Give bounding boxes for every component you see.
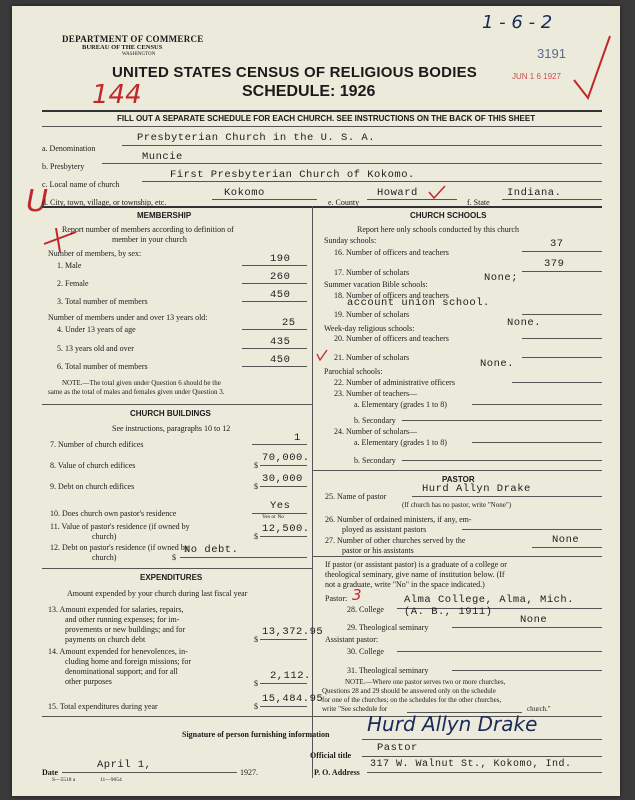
pastor-header: PASTOR	[442, 475, 475, 484]
po-address-label: P. O. Address	[314, 768, 360, 777]
form-title: UNITED STATES CENSUS OF RELIGIOUS BODIES	[112, 64, 477, 81]
q5-label: 5. 13 years old and over	[57, 344, 134, 353]
weekday-value: None.	[507, 317, 542, 329]
q4-value: 25	[282, 317, 296, 329]
q1-value: 190	[270, 253, 291, 265]
dollar-sign: $	[254, 482, 258, 491]
graduate-note-2: theological seminary, give name of institution below. (If	[325, 570, 505, 579]
q1-label: 1. Male	[57, 261, 82, 270]
po-address-value: 317 W. Walnut St., Kokomo, Ind.	[370, 759, 572, 770]
denomination-value: Presbyterian Church in the U. S. A.	[137, 132, 376, 144]
state-label: f. State	[467, 198, 490, 207]
summer-value: None;	[484, 272, 519, 284]
county-label: e. County	[328, 198, 360, 207]
q14-label-3: denominational support; and for all	[65, 667, 178, 676]
red-handwritten-three: 3	[352, 586, 362, 604]
schedule-number: 3191	[537, 46, 566, 61]
church-name-value: First Presbyterian Church of Kokomo.	[170, 169, 415, 181]
q17-value: 379	[544, 258, 565, 270]
q27-value: None	[552, 534, 580, 546]
q25-value: Hurd Allyn Drake	[422, 483, 531, 495]
q14-label-4: other purposes	[65, 677, 112, 686]
q14-label-2: cluding home and foreign missions; for	[65, 657, 191, 666]
q30-label: 30. College	[347, 647, 384, 656]
q8-label: 8. Value of church edifices	[50, 461, 136, 470]
date-year: 1927.	[240, 768, 258, 777]
q13-label-4: payments on church debt	[65, 635, 146, 644]
q29-value: None	[520, 614, 548, 626]
q16-label: 16. Number of officers and teachers	[334, 248, 449, 257]
membership-note-1: NOTE.—The total given under Question 6 should be the	[62, 379, 221, 387]
q28-value-2: (A. B., 1911)	[404, 606, 493, 618]
dollar-sign: $	[254, 532, 258, 541]
q11-label-1: 11. Value of pastor's residence (if owned by	[50, 522, 190, 531]
red-tick-q21	[315, 348, 329, 362]
q14-value: 2,112.	[270, 670, 311, 682]
summer-label: Summer vacation Bible schools:	[324, 280, 428, 289]
sex-label: Number of members, by sex:	[48, 249, 142, 258]
q12-label-1: 12. Debt on pastor's residence (if owned by	[50, 543, 189, 552]
presbytery-label: b. Presbytery	[42, 162, 85, 171]
q15-label: 15. Total expenditures during year	[48, 702, 158, 711]
q22-label: 22. Number of administrative officers	[334, 378, 455, 387]
city-label: d. City, town, village, or township, etc.	[42, 198, 167, 207]
q7-label: 7. Number of church edifices	[50, 440, 144, 449]
q16-value: 37	[550, 238, 564, 250]
dollar-sign: $	[172, 553, 176, 562]
graduate-note-3: not a graduate, write "No" in the space indicated.)	[325, 580, 485, 589]
q14-label-1: 14. Amount expended for benevolences, in-	[48, 647, 188, 656]
city-value: Kokomo	[224, 187, 265, 199]
signature-value: Hurd Allyn Drake	[367, 712, 538, 736]
schools-header: CHURCH SCHOOLS	[410, 211, 487, 220]
q13-label-2: and other running expenses; for im-	[65, 615, 180, 624]
q24a-label: a. Elementary (grades 1 to 8)	[354, 438, 447, 447]
graduate-note-1: If pastor (or assistant pastor) is a graduate of a college or	[325, 560, 507, 569]
q10-value: Yes	[270, 500, 291, 512]
form-number-2: 11—9054	[100, 777, 122, 783]
pastor-note-4: write "See schedule for	[322, 705, 388, 713]
q26-label-1: 26. Number of ordained ministers, if any, em-	[325, 515, 472, 524]
q2-value: 260	[270, 271, 291, 283]
q20-label: 20. Number of officers and teachers	[334, 334, 449, 343]
dollar-sign: $	[254, 635, 258, 644]
parochial-value: None.	[480, 358, 515, 370]
q13-label-1: 13. Amount expended for salaries, repairs,	[48, 605, 184, 614]
form-subtitle: SCHEDULE: 1926	[242, 83, 376, 100]
q15-value: 15,484.95	[262, 693, 324, 705]
q8-value: 70,000.	[262, 452, 310, 464]
q31-label: 31. Theological seminary	[347, 666, 429, 675]
q13-label-3: provements or new buildings; and for	[65, 625, 186, 634]
q18-label: 18. Number of officers and teachers	[334, 291, 449, 300]
form-number: S—5518 a	[52, 777, 76, 783]
expenditures-intro: Amount expended by your church during last fiscal year	[67, 589, 248, 598]
q5-value: 435	[270, 336, 291, 348]
denomination-label: a. Denomination	[42, 144, 96, 153]
q11-label-2: church)	[92, 532, 117, 541]
sunday-label: Sunday schools:	[324, 236, 377, 245]
membership-header: MEMBERSHIP	[137, 211, 192, 220]
q3-label: 3. Total number of members	[57, 297, 148, 306]
q23-label: 23. Number of teachers—	[334, 389, 418, 398]
county-value: Howard	[377, 187, 418, 199]
age-label: Number of members under and over 13 years old:	[48, 313, 208, 322]
washington-heading: WASHINGTON	[122, 52, 156, 57]
q25-label: 25. Name of pastor	[325, 492, 387, 501]
buildings-header: CHURCH BUILDINGS	[130, 409, 211, 418]
parochial-label: Parochial schools:	[324, 367, 383, 376]
bureau-heading: BUREAU OF THE CENSUS	[82, 44, 163, 51]
q9-value: 30,000	[262, 473, 303, 485]
q10-label: 10. Does church own pastor's residence	[50, 509, 177, 518]
pastor-sub-label: Pastor:	[325, 594, 348, 603]
state-value: Indiana.	[507, 187, 562, 199]
buildings-intro: See instructions, paragraphs 10 to 12	[112, 424, 231, 433]
dollar-sign: $	[254, 679, 258, 688]
q24b-label: b. Secondary	[354, 456, 396, 465]
q26-label-2: ployed as assistant pastors	[342, 525, 427, 534]
official-title-value: Pastor	[377, 742, 418, 754]
q17-label: 17. Number of scholars	[334, 268, 410, 277]
q13-value: 13,372.95	[262, 626, 324, 638]
pastor-note-5: church."	[527, 705, 551, 713]
church-name-label: c. Local name of church	[42, 180, 120, 189]
official-title-label: Official title	[310, 751, 352, 760]
membership-intro-2: member in your church	[112, 235, 187, 244]
assistant-pastor-label: Assistant pastor:	[325, 635, 379, 644]
q12-label-2: church)	[92, 553, 117, 562]
date-value: April 1,	[97, 759, 152, 771]
q19-label: 19. Number of scholars	[334, 310, 410, 319]
red-tick-county	[427, 184, 447, 200]
q4-label: 4. Under 13 years of age	[57, 325, 136, 334]
q6-value: 450	[270, 354, 291, 366]
signature-label: Signature of person furnishing information	[182, 730, 330, 739]
top-right-handwriting: 1 - 6 - 2	[482, 12, 553, 33]
date-label: Date	[42, 768, 58, 777]
pastor-note-1: NOTE.—Where one pastor serves two or more churches,	[345, 678, 506, 686]
q21-label: 21. Number of scholars	[334, 353, 410, 362]
received-date-stamp: JUN 1 6 1927	[512, 72, 561, 81]
q2-label: 2. Female	[57, 279, 89, 288]
q25-sublabel: (If church has no pastor, write "None")	[402, 501, 512, 509]
q11-value: 12,500.	[262, 523, 310, 535]
q12-value: No debt.	[184, 544, 239, 556]
expenditures-header: EXPENDITURES	[140, 573, 203, 582]
q23b-label: b. Secondary	[354, 416, 396, 425]
q10-sublabel: Yes or No	[262, 514, 285, 520]
q27-label-2: pastor or his assistants	[342, 546, 414, 555]
dollar-sign: $	[254, 702, 258, 711]
q6-label: 6. Total number of members	[57, 362, 148, 371]
q28-value: Alma College, Alma, Mich.	[404, 594, 575, 606]
pastor-note-3: for one of the churches; on the schedules for the other churches,	[322, 696, 502, 704]
dollar-sign: $	[254, 461, 258, 470]
red-check-mark	[560, 32, 615, 102]
q28-label: 28. College	[347, 605, 384, 614]
q18-value: account union school.	[347, 297, 490, 309]
department-heading: DEPARTMENT OF COMMERCE	[62, 34, 204, 44]
q27-label-1: 27. Number of other churches served by the	[325, 536, 466, 545]
schools-intro: Report here only schools conducted by this church	[357, 225, 519, 234]
q24-label: 24. Number of scholars—	[334, 427, 418, 436]
q3-value: 450	[270, 289, 291, 301]
q9-label: 9. Debt on church edifices	[50, 482, 135, 491]
weekday-label: Week-day religious schools:	[324, 324, 415, 333]
q29-label: 29. Theological seminary	[347, 623, 429, 632]
pastor-note-2: Questions 28 and 29 should be answered only on the schedule	[322, 687, 496, 695]
q7-value: 1	[294, 432, 301, 444]
instruction-line: FILL OUT A SEPARATE SCHEDULE FOR EACH CHURCH. SEE INSTRUCTIONS ON THE BACK OF THIS SHEET	[117, 114, 536, 123]
membership-intro-1: Report number of members according to definition of	[62, 225, 234, 234]
membership-note-2: same as the total of males and females given under Question 3.	[48, 388, 225, 396]
red-handwritten-letter: U	[26, 184, 48, 219]
presbytery-value: Muncie	[142, 151, 183, 163]
red-handwritten-number: 144	[92, 80, 142, 110]
q23a-label: a. Elementary (grades 1 to 8)	[354, 400, 447, 409]
census-schedule-form	[12, 6, 620, 796]
